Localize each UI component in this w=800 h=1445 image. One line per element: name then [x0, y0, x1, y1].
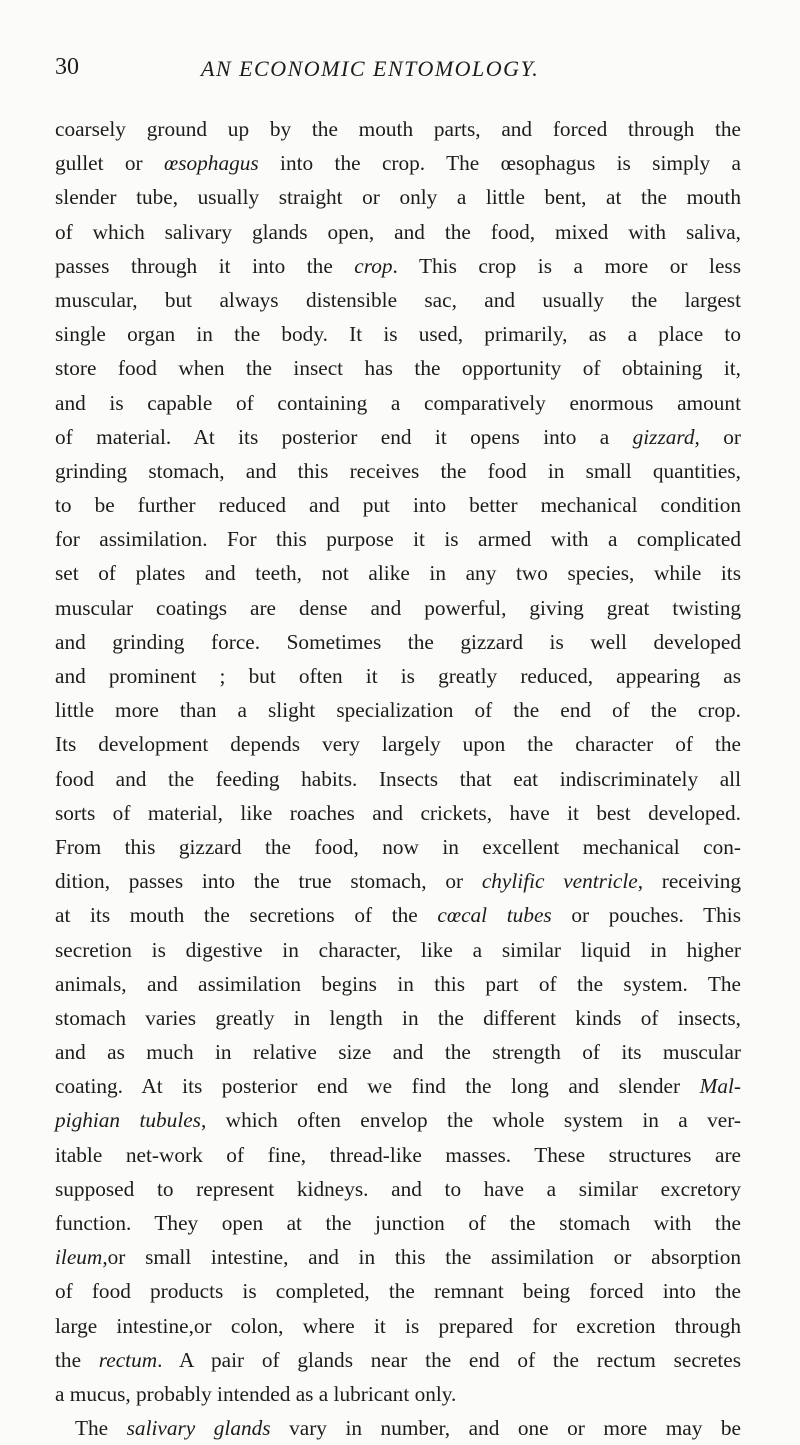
body-text [55, 112, 741, 1445]
text-run: and prominent ; but often it is greatly reduced, appearing as [55, 664, 741, 688]
text-line [55, 933, 741, 967]
text-run: into the crop. The œsophagus is simply a [258, 151, 741, 176]
text-line [55, 967, 741, 1001]
text-run: itable net-work of fine, thread-like masses. These structures are [55, 1142, 741, 1167]
page-header [55, 44, 715, 80]
text-line [55, 420, 741, 454]
text-line [55, 180, 741, 214]
text-line [55, 146, 741, 180]
text-line [55, 215, 741, 249]
text-run: little more than a slight specialization of the end of the crop. [55, 698, 741, 723]
text-line [55, 1274, 741, 1308]
text-run: set of plates and teeth, not alike in any two species, while its [55, 561, 741, 586]
text-run: muscular, but always distensible sac, and usually the largest [55, 287, 741, 312]
text-run: Its development depends very largely upon the character of the [55, 732, 741, 757]
text-line [55, 1138, 741, 1172]
italic-term: cœcal tubes [437, 903, 552, 928]
text-run: large intestine,or colon, where it is prepared for excretion through [55, 1313, 741, 1338]
text-run: , which often envelop the whole system in a ver- [200, 1108, 741, 1133]
text-run: coating. At its posterior end we find the long and slender [55, 1074, 700, 1099]
text-run: store food when the insect has the opportunity of obtaining it, [55, 356, 741, 381]
text-line [55, 112, 741, 146]
text-line [55, 1377, 741, 1411]
text-line [55, 351, 741, 385]
text-run: function. They open at the junction of the stomach with the [55, 1211, 741, 1235]
text-run: gullet or [55, 151, 164, 176]
text-line [55, 317, 741, 351]
text-run: of which salivary glands open, and the food, mixed with saliva, [55, 219, 741, 244]
text-line [55, 762, 741, 796]
text-run: or pouches. This [551, 903, 741, 928]
text-line [55, 1035, 741, 1069]
text-run: , receiving [637, 869, 741, 894]
text-run: passes through it into the [55, 253, 355, 278]
text-run: and as much in relative size and the strength of its muscular [55, 1040, 741, 1065]
text-run: and is capable of containing a comparatively enormous amount [55, 390, 741, 415]
text-line [55, 283, 741, 317]
text-run: of material. At its posterior end it opens into a [55, 424, 633, 449]
text-run: From this gizzard the food, now in excellent mechanical con- [55, 834, 741, 859]
text-line [55, 659, 741, 693]
text-run: at its mouth the secretions of the [55, 903, 438, 928]
text-line [55, 796, 741, 830]
text-line [55, 727, 741, 761]
text-line [55, 1309, 741, 1343]
text-line [55, 1240, 741, 1274]
text-run: ,or small intestine, and in this the assimilation or absorption [102, 1245, 741, 1270]
text-line [55, 1103, 741, 1137]
text-line [55, 693, 741, 727]
text-line [55, 864, 741, 898]
text-line [55, 1069, 741, 1103]
text-line [55, 625, 741, 659]
text-run: of food products is completed, the remnant being forced into the [55, 1279, 741, 1304]
text-line [55, 898, 741, 932]
italic-term: crop [354, 253, 393, 278]
text-line [55, 830, 741, 864]
text-line [55, 386, 741, 420]
text-run: animals, and assimilation begins in this part of the system. The [55, 971, 741, 996]
text-run: grinding stomach, and this receives the food in small quantities, [55, 458, 741, 483]
text-run: a mucus, probably intended as a lubricant only. [55, 1381, 457, 1406]
text-line [55, 488, 741, 522]
text-run: stomach varies greatly in length in the different kinds of insects, [55, 1005, 741, 1030]
text-line [55, 591, 741, 625]
page-number: 30 [55, 54, 79, 80]
text-run: supposed to represent kidneys. and to have a similar excretory [55, 1176, 741, 1201]
italic-term: gizzard [632, 424, 695, 449]
text-line [55, 556, 741, 590]
text-run: sorts of material, like roaches and crickets, have it best developed. [55, 800, 741, 825]
text-run: coarsely ground up by the mouth parts, and forced through the [55, 117, 741, 141]
text-line [55, 454, 741, 488]
text-run: . This crop is a more or less [392, 253, 741, 278]
text-run: , or [694, 424, 742, 449]
text-line [55, 522, 741, 556]
text-run: food and the feeding habits. Insects that eat indiscriminately all [55, 766, 741, 791]
text-line [55, 1343, 741, 1377]
text-line [55, 1001, 741, 1035]
text-line [55, 1411, 741, 1445]
text-run: to be further reduced and put into better mechanical condition [55, 493, 741, 518]
italic-term: salivary glands [126, 1416, 271, 1441]
text-line [55, 1206, 741, 1240]
text-run: The [75, 1416, 127, 1441]
text-run: for assimilation. For this purpose it is armed with a complicated [55, 527, 741, 552]
italic-term: chylific ventricle [481, 869, 638, 894]
text-line [55, 249, 741, 283]
text-run: single organ in the body. It is used, primarily, as a place to [55, 322, 741, 347]
text-line [55, 1172, 741, 1206]
text-run: muscular coatings are dense and powerful, giving great twisting [55, 595, 741, 620]
text-run: . A pair of glands near the end of the rectum secretes [157, 1347, 741, 1372]
text-run: and grinding force. Sometimes the gizzard is well developed [55, 629, 741, 654]
text-run: dition, passes into the true stomach, or [55, 869, 482, 894]
text-run: secretion is digestive in character, like a similar liquid in higher [55, 937, 741, 962]
italic-term: ileum [55, 1245, 103, 1270]
text-run: vary in number, and one or more may be [270, 1416, 741, 1441]
italic-term: œsophagus [164, 151, 259, 176]
italic-term: pighian tubules [55, 1108, 201, 1133]
italic-term: Mal- [699, 1074, 741, 1099]
text-run: the [55, 1347, 99, 1372]
italic-term: rectum [98, 1347, 158, 1372]
text-run: slender tube, usually straight or only a little bent, at the mouth [55, 185, 741, 210]
running-head: AN ECONOMIC ENTOMOLOGY. [201, 56, 540, 81]
